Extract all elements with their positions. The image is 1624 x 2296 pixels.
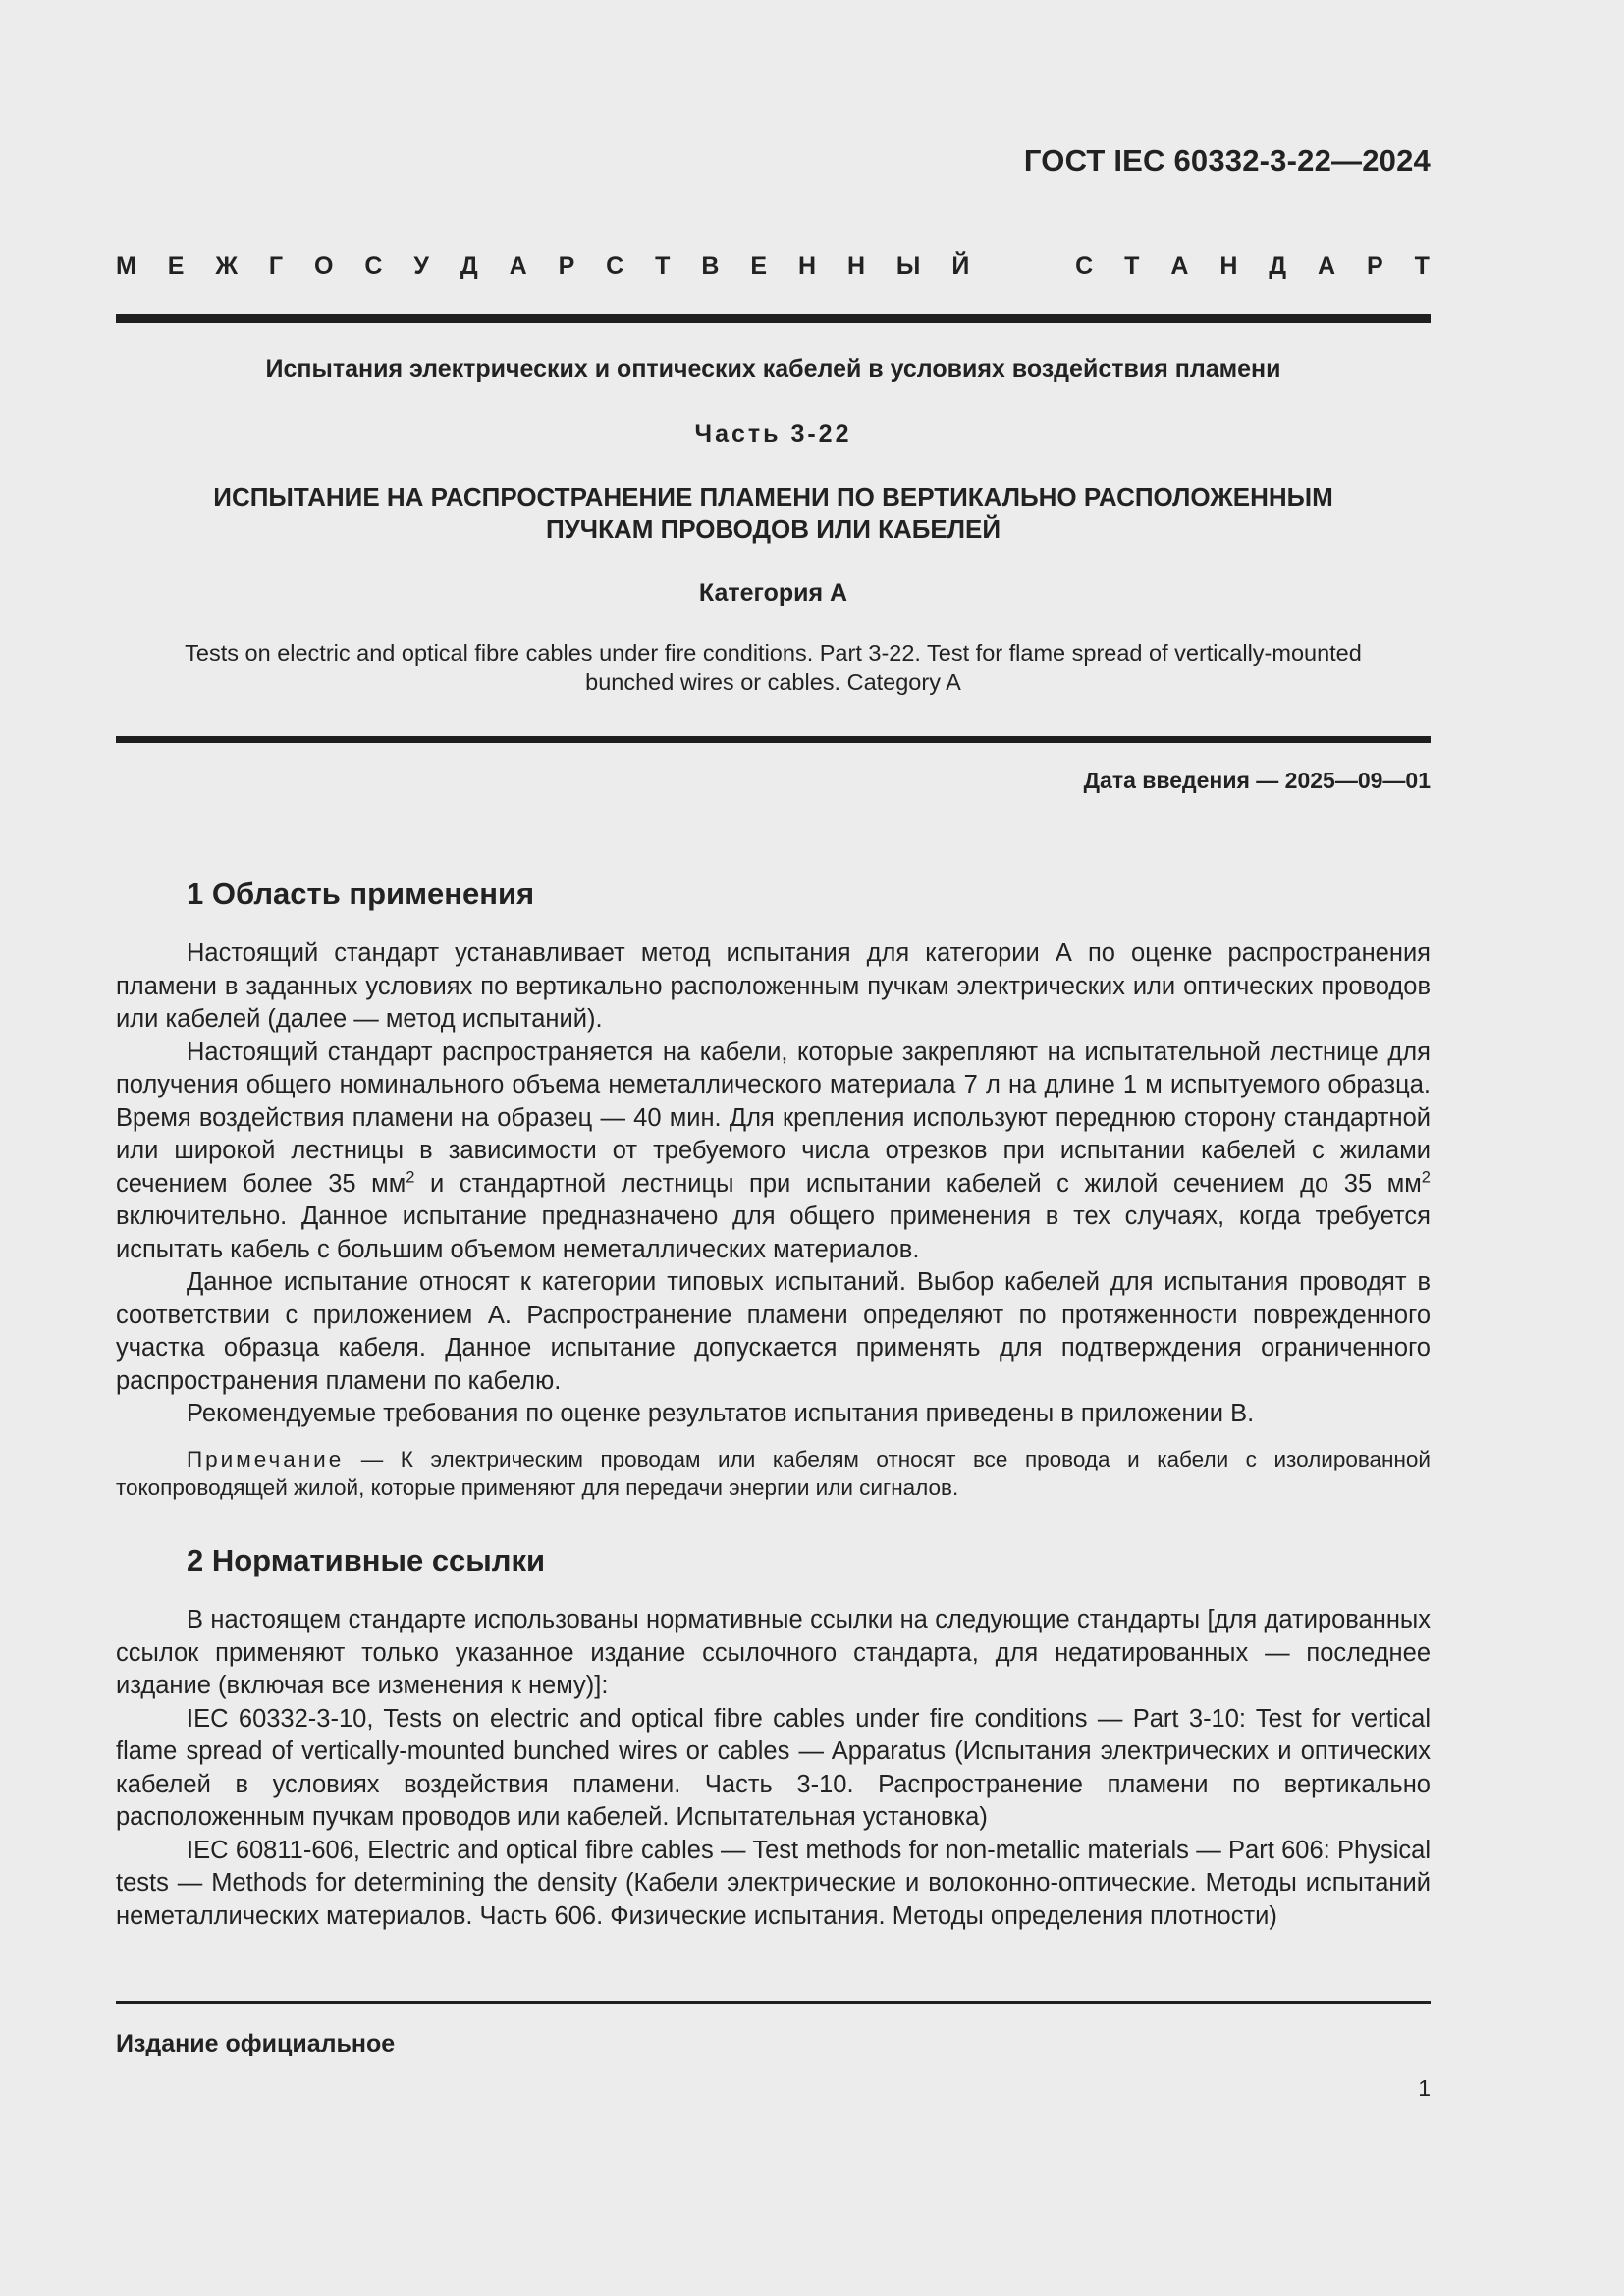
section-1-paragraph-1: Настоящий стандарт устанавливает метод испытания для категории А по оценке распространения пламени в заданных условиях по вертикально расположенным пучкам электрических или оптических проводов или кабелей (далее — метод испытаний). bbox=[116, 939, 1431, 1033]
banner-letter: Н bbox=[846, 252, 865, 280]
banner-letter: Т bbox=[655, 252, 671, 280]
section-1-paragraph-2 bbox=[116, 1037, 1431, 1267]
banner-letter: О bbox=[314, 252, 334, 280]
title-english-line-1: Tests on electric and optical fibre cables under fire conditions. Part 3-22. Test for flame spread of vertically-mounted bbox=[185, 640, 1362, 666]
banner-letter: Е bbox=[750, 252, 768, 280]
section-2-body bbox=[116, 1604, 1431, 1933]
banner-letter: Ж bbox=[215, 252, 238, 280]
superscript-2: 2 bbox=[1421, 1167, 1431, 1186]
section-2-paragraph-1: В настоящем стандарте использованы нормативные ссылки на следующие стандарты [для датированных ссылок применяют только указанное издание ссылочного стандарта, для недатированных — последнее издание (включая все изменения к нему)]: bbox=[116, 1606, 1431, 1699]
banner-letter: С bbox=[364, 252, 383, 280]
banner-letter: Д bbox=[1269, 252, 1287, 280]
banner-letter: М bbox=[116, 252, 136, 280]
section-1-paragraph-4: Рекомендуемые требования по оценке результатов испытания приведены в приложении В. bbox=[187, 1400, 1255, 1427]
banner-letter: Р bbox=[558, 252, 575, 280]
section-2-reference-1: IEC 60332-3-10, Tests on electric and optical fibre cables under fire conditions — Part 3-10: Test for vertical flame spread of vertically-mounted bunched wires or cables — Apparatus (Испытания электрических и оптических кабелей в условиях воздействия пламени. Часть 3-10. Распространение пламени по вертикально расположенным пучкам проводов или кабелей. Испытательная установка) bbox=[116, 1704, 1431, 1831]
section-2-heading: 2 Нормативные ссылки bbox=[187, 1543, 546, 1577]
subtitle-line-2: ПУЧКАМ ПРОВОДОВ ИЛИ КАБЕЛЕЙ bbox=[545, 514, 1001, 544]
banner-letter: А bbox=[509, 252, 527, 280]
bottom-divider bbox=[116, 2001, 1431, 2004]
banner-letter: У bbox=[413, 252, 429, 280]
banner-letter: Н bbox=[1219, 252, 1238, 280]
subtitle bbox=[116, 481, 1431, 546]
banner-letter: Н bbox=[797, 252, 817, 280]
banner-letter: С bbox=[1075, 252, 1094, 280]
section-1-paragraph-3: Данное испытание относят к категории типовых испытаний. Выбор кабелей для испытания проводят в соответствии с приложением А. Распространение пламени определяют по протяженности поврежденного участка образца кабеля. Данное испытание допускается применять для подтверждения ограниченного распространения пламени по кабелю. bbox=[116, 1268, 1431, 1395]
banner-word-gap bbox=[1001, 252, 1044, 281]
category: Категория А bbox=[698, 579, 848, 607]
banner-letter: Е bbox=[167, 252, 185, 280]
paragraph-2-part-c: включительно. Данное испытание предназначено для общего применения в тех случаях, когда требуется испытать кабель с большим объемом неметаллических материалов. bbox=[116, 1202, 1431, 1263]
banner-letter: Д bbox=[460, 252, 478, 280]
page-number: 1 bbox=[1418, 2075, 1431, 2101]
note-text: — К электрическим проводам или кабелям относят все провода и кабели с изолированной токопроводящей жилой, которые применяют для передачи энергии или сигналов. bbox=[116, 1447, 1431, 1500]
paragraph-2-part-b: и стандартной лестницы при испытании кабелей с жилой сечением до 35 мм bbox=[414, 1169, 1422, 1198]
paragraph-2-part-a: Настоящий стандарт распространяется на кабели, которые закрепляют на испытательной лестнице для получения общего номинального объема неметаллического материала 7 л на длине 1 м испытуемого образца. Время воздействия пламени на образец — 40 мин. Для крепления используют переднюю сторону стандартной или широкой лестницы в зависимости от требуемого числа отрезков при испытании кабелей с жилами сечением более 35 мм bbox=[116, 1038, 1431, 1198]
banner-letter: Ы bbox=[895, 252, 921, 280]
note-label: Примечание bbox=[187, 1447, 345, 1471]
introduction-date: Дата введения — 2025—09—01 bbox=[1083, 768, 1431, 793]
section-1-body bbox=[116, 937, 1431, 1431]
banner-letter: Г bbox=[268, 252, 284, 280]
superscript-2: 2 bbox=[406, 1167, 415, 1186]
note-paragraph bbox=[116, 1445, 1431, 1502]
banner-letter: А bbox=[1318, 252, 1336, 280]
top-divider bbox=[116, 314, 1431, 323]
official-edition-label: Издание официальное bbox=[116, 2030, 396, 2057]
title-russian: Испытания электрических и оптических кабелей в условиях воздействия пламени bbox=[265, 355, 1281, 383]
banner-letter: Й bbox=[951, 252, 970, 280]
title-english bbox=[116, 638, 1431, 697]
section-2-reference-2: IEC 60811-606, Electric and optical fibre cables — Test methods for non-metallic materials — Part 606: Physical tests — Methods for determining the density (Кабели электрические и волоконно-оптические. Методы испытаний неметаллических материалов. Часть 606. Физические испытания. Методы определения плотности) bbox=[116, 1836, 1431, 1930]
section-1-heading: 1 Область применения bbox=[187, 877, 535, 911]
banner-letter: Т bbox=[1124, 252, 1140, 280]
middle-divider bbox=[116, 736, 1431, 743]
note bbox=[116, 1445, 1431, 1502]
part-number: Часть 3-22 bbox=[694, 420, 852, 448]
banner-letter: В bbox=[701, 252, 720, 280]
banner-letter: С bbox=[606, 252, 624, 280]
banner-letter: Р bbox=[1367, 252, 1383, 280]
banner-letter: А bbox=[1170, 252, 1189, 280]
document-id: ГОСТ IEC 60332-3-22—2024 bbox=[1023, 143, 1431, 178]
interstate-standard-banner bbox=[116, 252, 1430, 281]
banner-letter: Т bbox=[1414, 252, 1430, 280]
subtitle-line-1: ИСПЫТАНИЕ НА РАСПРОСТРАНЕНИЕ ПЛАМЕНИ ПО ВЕРТИКАЛЬНО РАСПОЛОЖЕННЫМ bbox=[213, 482, 1333, 511]
title-english-line-2: bunched wires or cables. Category A bbox=[585, 669, 961, 695]
